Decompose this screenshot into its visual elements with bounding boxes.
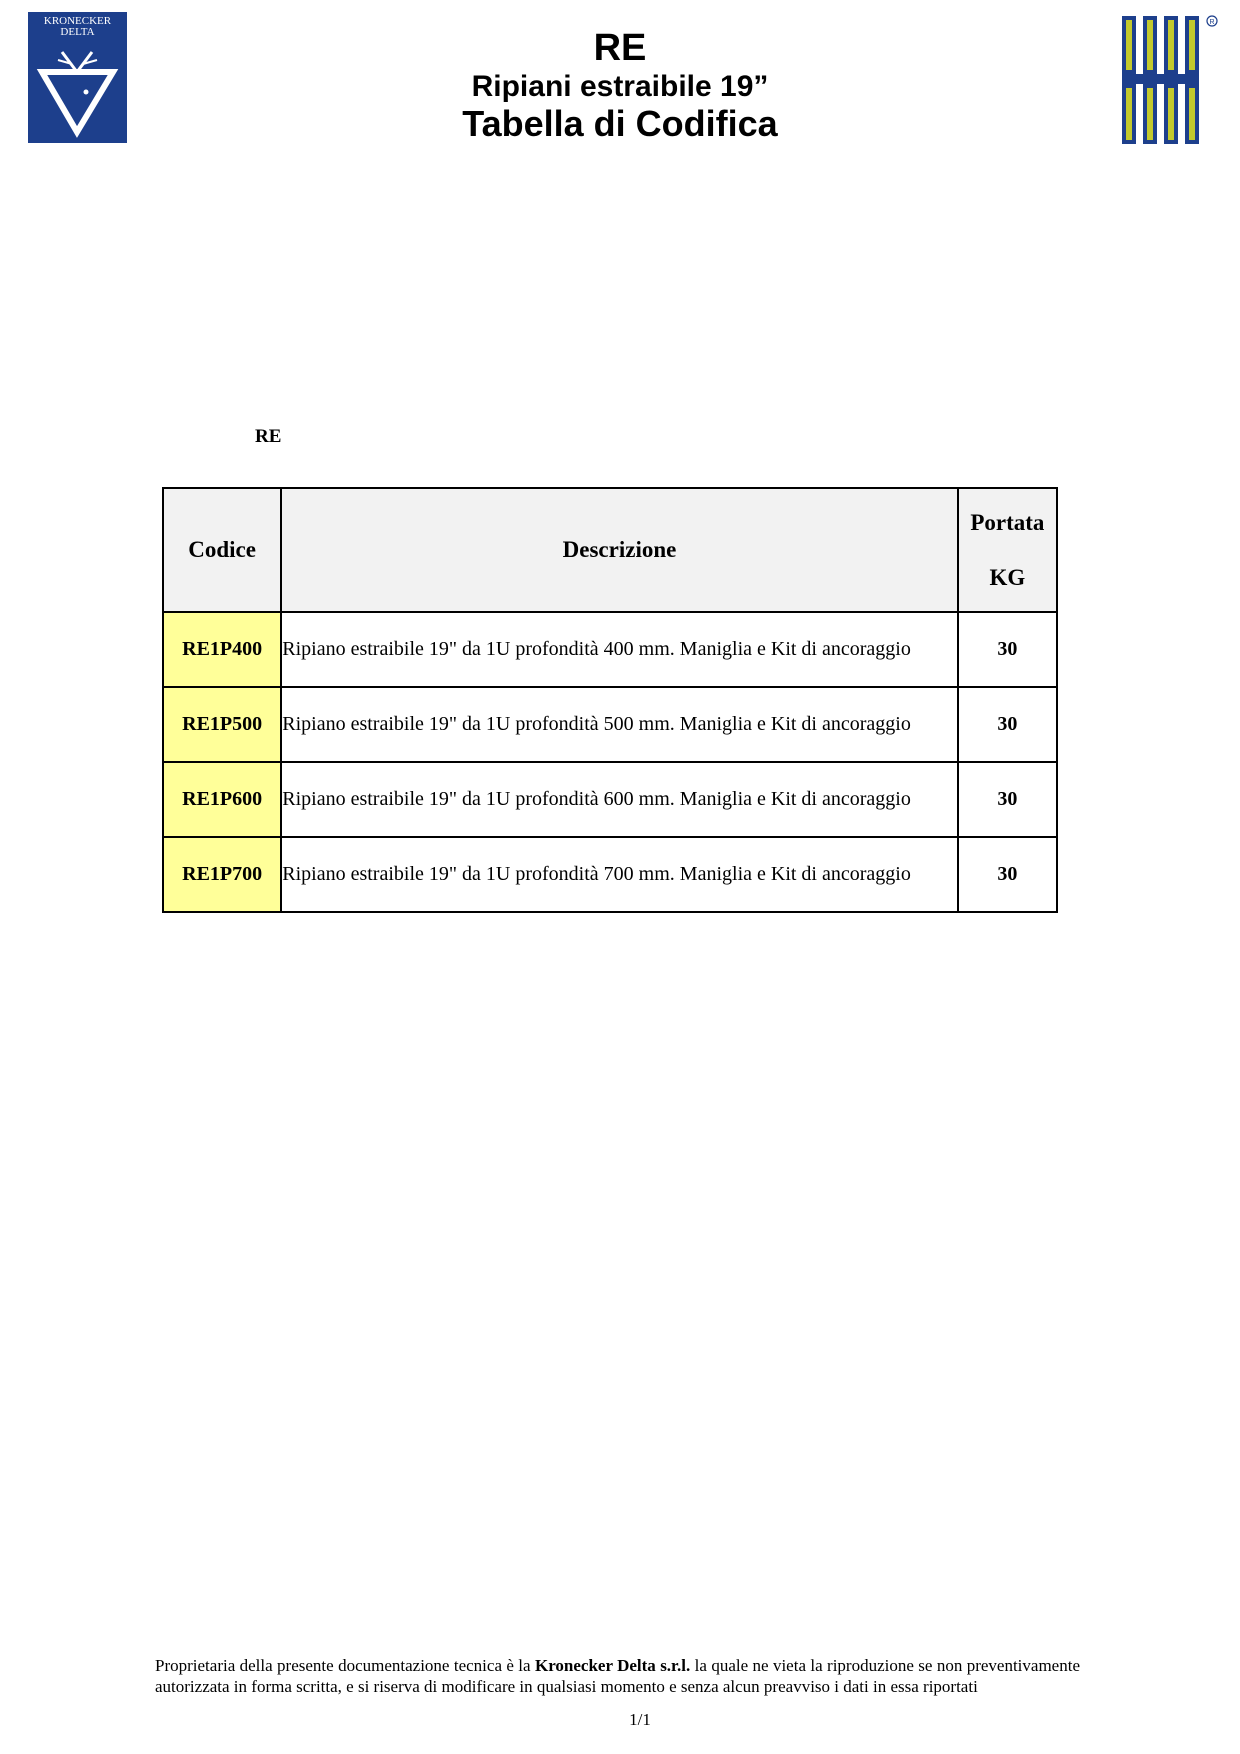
cell-description: Ripiano estraibile 19" da 1U profondità 500 mm. Maniglia e Kit di ancoraggio (281, 687, 958, 762)
table-row (163, 762, 1057, 837)
cell-capacity: 30 (958, 837, 1057, 912)
footer-text-before: Proprietaria della presente documentazione tecnica è la (155, 1656, 535, 1675)
cell-description: Ripiano estraibile 19" da 1U profondità 600 mm. Maniglia e Kit di ancoraggio (281, 762, 958, 837)
cell-capacity: 30 (958, 762, 1057, 837)
copyright-notice (155, 1655, 1080, 1697)
table-row (163, 837, 1057, 912)
header-description: Descrizione (281, 488, 958, 612)
cell-capacity: 30 (958, 687, 1057, 762)
document-header (0, 26, 1240, 144)
cell-code: RE1P600 (163, 762, 281, 837)
cell-code: RE1P700 (163, 837, 281, 912)
logo-brand-line2: DELTA (60, 26, 95, 38)
header-code: Codice (163, 488, 281, 612)
svg-text:R: R (1209, 19, 1215, 26)
cell-description: Ripiano estraibile 19" da 1U profondità 400 mm. Maniglia e Kit di ancoraggio (281, 612, 958, 687)
footer-company: Kronecker Delta s.r.l. (534, 1656, 691, 1675)
footer-text-after: la quale ne vieta la riproduzione se non preventivamente autorizzata in forma scritta, e si riserva di modificare in qualsiasi momento e senza alcun preavviso i dati in essa riportati (155, 1656, 1080, 1696)
coding-table (162, 487, 1058, 913)
table-row (163, 687, 1057, 762)
table-row (163, 612, 1057, 687)
document-title: RE (593, 27, 647, 69)
logo-brand-line1: KRONECKER (43, 15, 112, 27)
document-subtitle: Ripiani estraibile 19” (471, 70, 769, 103)
header-capacity-line2: KG (989, 564, 1026, 590)
document-heading: Tabella di Codifica (462, 103, 778, 144)
header-capacity (958, 488, 1057, 612)
page-number: 1/1 (629, 1710, 651, 1729)
header-capacity-line1: Portata (970, 509, 1045, 535)
cell-code: RE1P400 (163, 612, 281, 687)
table-header-row (163, 488, 1057, 612)
section-label: RE (255, 426, 282, 447)
cell-capacity: 30 (958, 612, 1057, 687)
cell-code: RE1P500 (163, 687, 281, 762)
cell-description: Ripiano estraibile 19" da 1U profondità 700 mm. Maniglia e Kit di ancoraggio (281, 837, 958, 912)
